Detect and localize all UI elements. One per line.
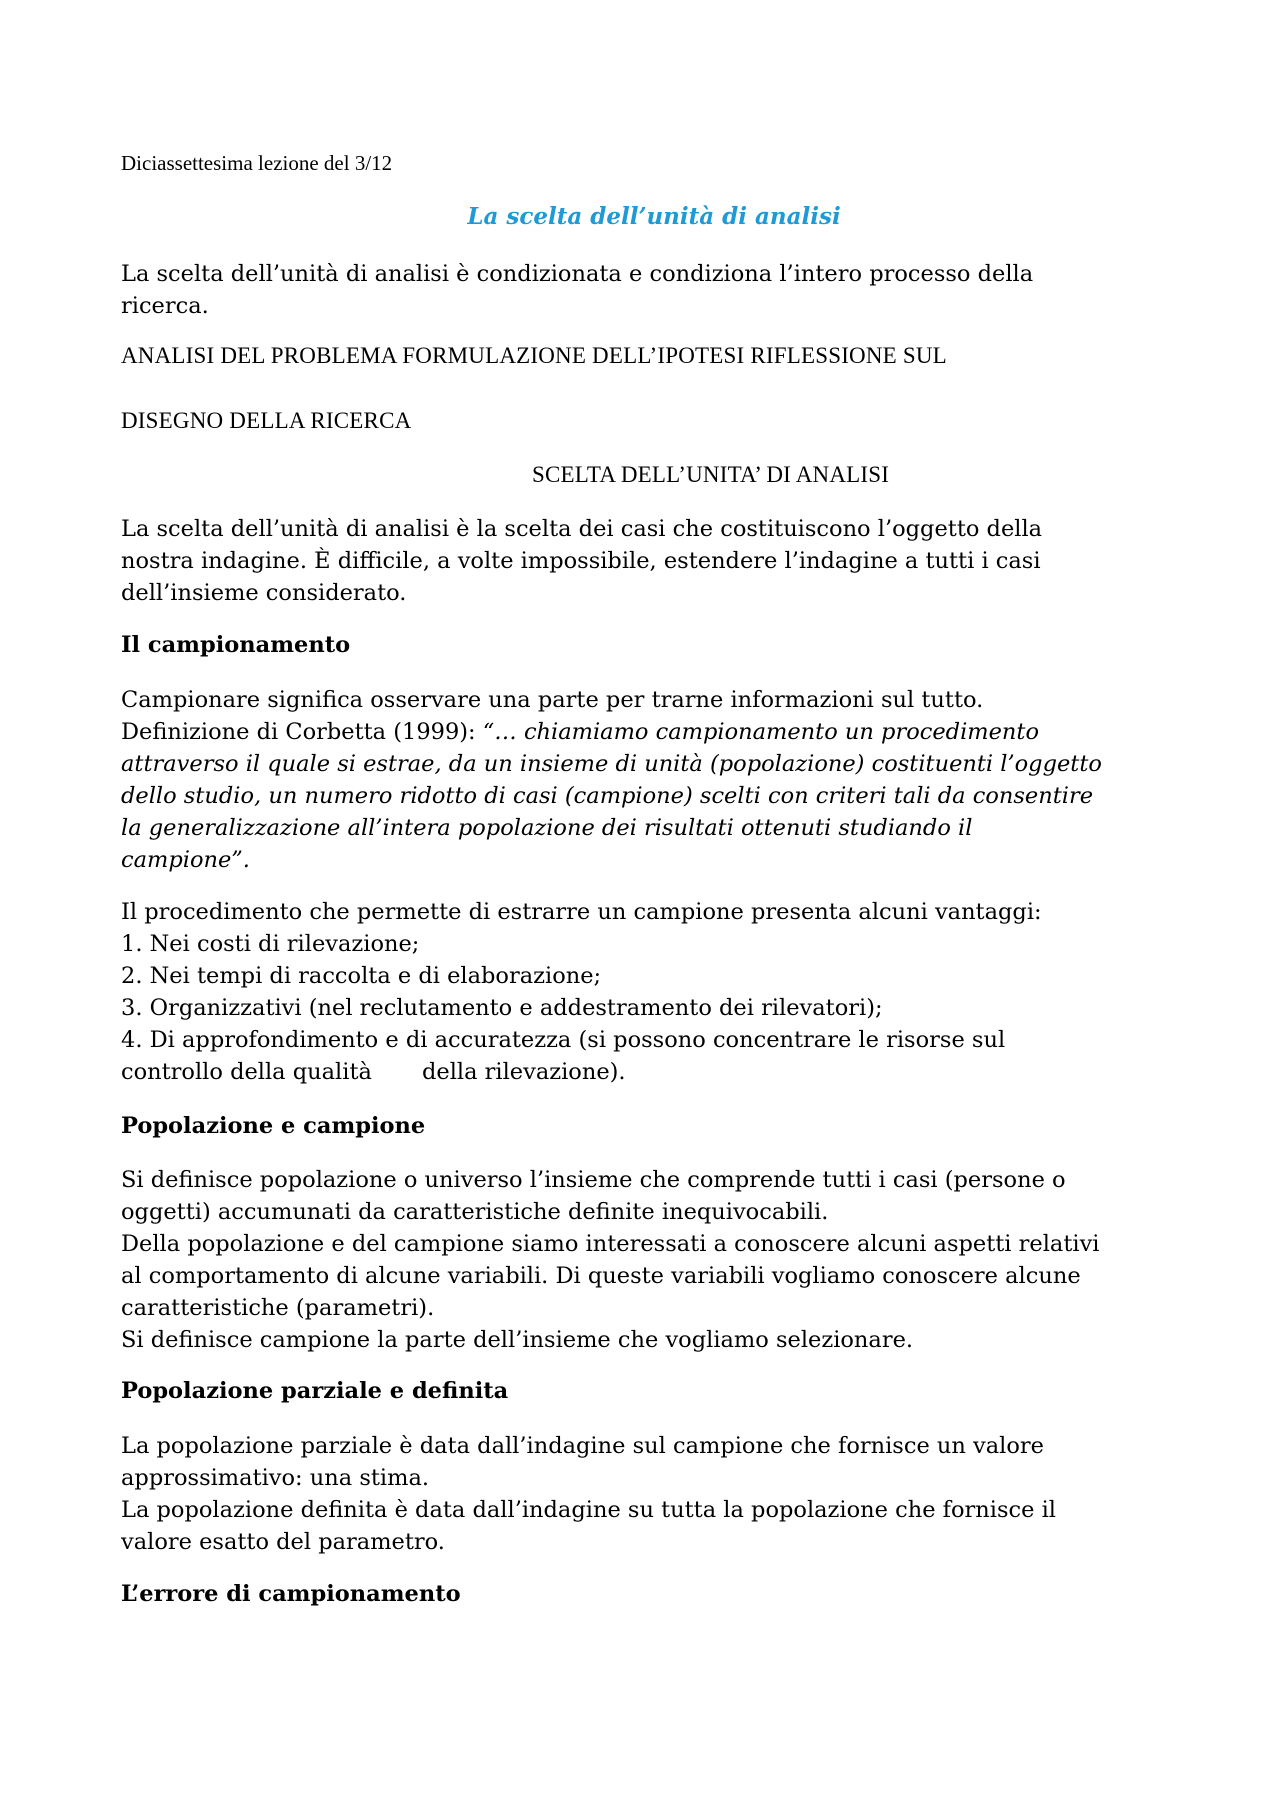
parziale-line: approssimativo: una stima. bbox=[121, 1465, 430, 1491]
flow-row-3: SCELTA DELL’UNITA’ DI ANALISI bbox=[532, 462, 890, 487]
popolazione-line: al comportamento di alcune variabili. Di queste variabili vogliamo conoscere alcune bbox=[121, 1263, 1081, 1289]
vantaggi-paragraph bbox=[121, 896, 1042, 1088]
intro-paragraph bbox=[121, 258, 1033, 322]
flow-row-1: ANALISI DEL PROBLEMA FORMULAZIONE DELL’IPOTESI RIFLESSIONE SUL bbox=[121, 343, 947, 368]
quote-line: campione”. bbox=[121, 847, 250, 873]
corbetta-quote-start: “… chiamiamo campionamento un procedimento bbox=[482, 719, 1040, 745]
corbetta-line bbox=[121, 716, 1102, 748]
intro-line: La scelta dell’unità di analisi è condizionata e condiziona l’intero processo della bbox=[121, 261, 1034, 287]
intro-line: ricerca. bbox=[121, 293, 209, 319]
popolazione-line: Si definisce popolazione o universo l’insieme che comprende tutti i casi (persone o bbox=[121, 1167, 1066, 1193]
vantaggi-line: 2. Nei tempi di raccolta e di elaborazione; bbox=[121, 963, 602, 989]
popolazione-paragraph bbox=[121, 1164, 1100, 1356]
lesson-header: Diciassettesima lezione del 3/12 bbox=[121, 151, 393, 175]
heading-campionamento: Il campionamento bbox=[121, 632, 351, 658]
heading-errore: L’errore di campionamento bbox=[121, 1581, 461, 1607]
parziale-line: valore esatto del parametro. bbox=[121, 1529, 445, 1555]
heading-parziale: Popolazione parziale e definita bbox=[121, 1378, 509, 1404]
quote-line: attraverso il quale si estrae, da un insieme di unità (popolazione) costituenti l’oggetto bbox=[121, 751, 1102, 777]
parziale-line: La popolazione definita è data dall’indagine su tutta la popolazione che fornisce il bbox=[121, 1497, 1056, 1523]
corbetta-intro: Definizione di Corbetta (1999): bbox=[121, 719, 483, 745]
campionamento-paragraph bbox=[121, 684, 1102, 876]
page-title: La scelta dell’unità di analisi bbox=[467, 203, 841, 230]
popolazione-line: Della popolazione e del campione siamo interessati a conoscere alcuni aspetti relativi bbox=[121, 1231, 1100, 1257]
vantaggi-line: controllo della qualità della rilevazione). bbox=[121, 1059, 626, 1085]
popolazione-line: caratteristiche (parametri). bbox=[121, 1295, 435, 1321]
vantaggi-line: 3. Organizzativi (nel reclutamento e addestramento dei rilevatori); bbox=[121, 995, 883, 1021]
vantaggi-line: 4. Di approfondimento e di accuratezza (si possono concentrare le risorse sul bbox=[121, 1027, 1006, 1053]
quote-line: dello studio, un numero ridotto di casi (campione) scelti con criteri tali da consentire bbox=[121, 783, 1094, 809]
heading-popolazione: Popolazione e campione bbox=[121, 1113, 426, 1139]
vantaggi-line: 1. Nei costi di rilevazione; bbox=[121, 931, 420, 957]
definition-paragraph bbox=[121, 513, 1042, 609]
parziale-line: La popolazione parziale è data dall’indagine sul campione che fornisce un valore bbox=[121, 1433, 1044, 1459]
campionamento-line: Campionare significa osservare una parte per trarne informazioni sul tutto. bbox=[121, 687, 984, 713]
definition-line: nostra indagine. È difficile, a volte impossibile, estendere l’indagine a tutti i casi bbox=[121, 548, 1041, 574]
flow-row-2: DISEGNO DELLA RICERCA bbox=[121, 408, 412, 433]
popolazione-line: Si definisce campione la parte dell’insieme che vogliamo selezionare. bbox=[121, 1327, 914, 1353]
quote-line: la generalizzazione all’intera popolazione dei risultati ottenuti studiando il bbox=[121, 815, 973, 841]
popolazione-line: oggetti) accumunati da caratteristiche definite inequivocabili. bbox=[121, 1199, 829, 1225]
parziale-paragraph bbox=[121, 1430, 1056, 1558]
definition-line: dell’insieme considerato. bbox=[121, 580, 407, 606]
definition-line: La scelta dell’unità di analisi è la scelta dei casi che costituiscono l’oggetto della bbox=[121, 516, 1043, 542]
vantaggi-line: Il procedimento che permette di estrarre un campione presenta alcuni vantaggi: bbox=[121, 899, 1042, 925]
